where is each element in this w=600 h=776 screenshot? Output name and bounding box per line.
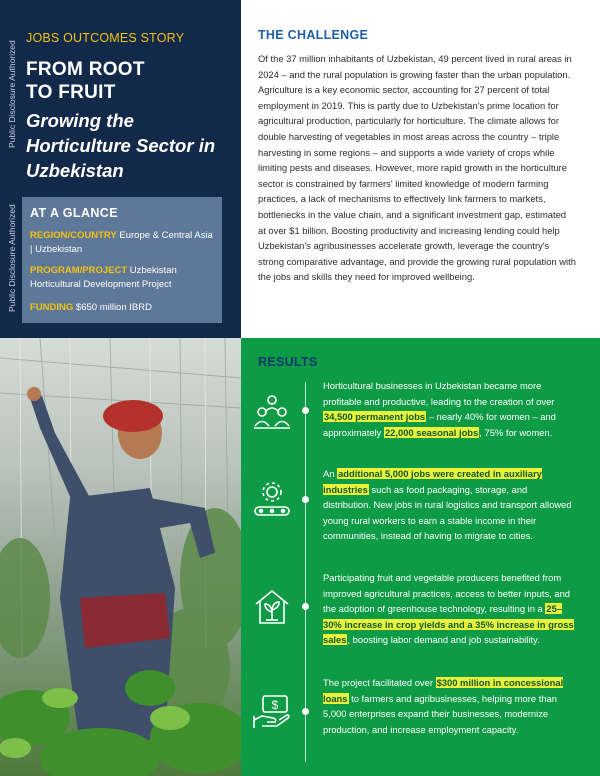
glance-program-row <box>30 264 216 292</box>
result-item-2 <box>323 466 575 544</box>
timeline-dot <box>302 496 309 503</box>
result-2-highlight-a: additional 5,000 jobs were created in auxiliary industries <box>323 468 542 495</box>
page-subtitle: Growing the Horticulture Sector in Uzbekistan <box>26 110 216 181</box>
svg-text:$: $ <box>271 698 279 712</box>
result-1-highlight-b: 22,000 seasonal jobs <box>384 426 479 438</box>
result-3-text-a: Participating fruit and vegetable producers benefited from improved agricultural practices, access to better inputs, and the adoption of greenhouse technology, resulting in a <box>323 572 570 615</box>
at-a-glance-box <box>22 197 222 323</box>
result-3-highlight-a: 25–30% increase in crop yields and a 35% increase in gross sales <box>323 603 574 646</box>
glance-region-key: REGION/COUNTRY <box>30 230 117 241</box>
workers-group-icon <box>251 390 293 432</box>
conveyor-gear-icon <box>251 478 293 520</box>
greenhouse-illustration <box>0 338 241 776</box>
glance-program-key: PROGRAM/PROJECT <box>30 265 128 276</box>
result-4-text-a: The project facilitated over <box>323 677 436 688</box>
result-4-text-b: to farmers and agribusinesses, helping more than 5,000 enterprises expand their businesses, modernize production, and increase employment capacity. <box>323 692 557 735</box>
result-2-text-b: such as food packaging, storage, and distribution. New jobs in rural logistics and transport allowed young rural workers to earn a stable income in their communities, instead of having to migrate to cities. <box>323 483 572 542</box>
disclosure-mark-lower: Public Disclosure Authorized <box>7 204 17 312</box>
glance-region-row <box>30 229 216 257</box>
result-item-4 <box>323 675 575 737</box>
glance-funding-row <box>30 301 216 315</box>
results-heading: RESULTS <box>258 355 318 369</box>
series-label: JOBS OUTCOMES STORY <box>26 31 185 45</box>
challenge-body: Of the 37 million inhabitants of Uzbekistan, 49 percent lived in rural areas in 2024 – and the rural population is growing faster than the urban population. Agriculture is a key economic sector, accounting for 27 percent of total employment in 2019. This is partly due to Uzbekistan's prime location for agricultural production, particularly for horticulture. The climate allows for double harvesting of vegetables in most areas across the country – triple harvesting in some regions – and supports a wide variety of crops while limiting pests and diseases. However, more rapid growth in the horticulture sector is constrained by farmers' limited knowledge of modern farming practices, a lack of mechanisms to effectively link farmers to markets, bottlenecks in the value chain, and a significant investment gap, estimated at over $1 billion. Boosting productivity and increasing lending could help Uzbekistan's agribusinesses accelerate growth, leverage the country's strong comparative advantage, and provide the growing rural population with the jobs and skills they need for improved wellbeing. <box>258 53 576 283</box>
result-1-text-a: Horticultural businesses in Uzbekistan became more profitable and productive, leading to the creation of over <box>323 380 555 407</box>
page-title-line-1: FROM ROOT <box>26 59 145 80</box>
result-1-text-c: , 75% for women. <box>479 426 553 438</box>
glance-program-value: Uzbekistan Horticultural Development Project <box>30 265 177 290</box>
timeline-dot <box>302 407 309 414</box>
glance-funding-value: $650 million IBRD <box>75 302 152 313</box>
glance-region-value: Europe & Central Asia | Uzbekistan <box>30 230 213 255</box>
results-panel <box>241 338 600 776</box>
result-item-1 <box>323 378 575 440</box>
timeline-dot <box>302 603 309 610</box>
result-3-text-b: , boosting labor demand and job sustainability. <box>347 634 540 646</box>
page-title <box>26 58 145 104</box>
disclosure-mark-upper: Public Disclosure Authorized <box>7 40 17 148</box>
at-a-glance-heading: AT A GLANCE <box>30 206 118 220</box>
hand-money-icon <box>251 690 293 732</box>
greenhouse-plant-icon <box>251 586 293 628</box>
result-4-highlight-a: $300 million in concessional loans <box>323 677 564 704</box>
timeline-dot <box>302 708 309 715</box>
result-1-highlight-a: 34,500 permanent jobs <box>324 411 426 423</box>
greenhouse-worker-photo <box>0 338 241 776</box>
timeline-line <box>305 382 306 762</box>
challenge-heading: THE CHALLENGE <box>258 28 369 42</box>
story-header-panel <box>0 0 241 338</box>
result-2-text-a: An <box>323 468 338 479</box>
result-item-3 <box>323 570 575 648</box>
glance-funding-key: FUNDING <box>30 302 74 313</box>
result-1-text-b: – nearly 40% for women – and approximately <box>323 411 556 438</box>
page-title-line-2: TO FRUIT <box>26 82 116 103</box>
